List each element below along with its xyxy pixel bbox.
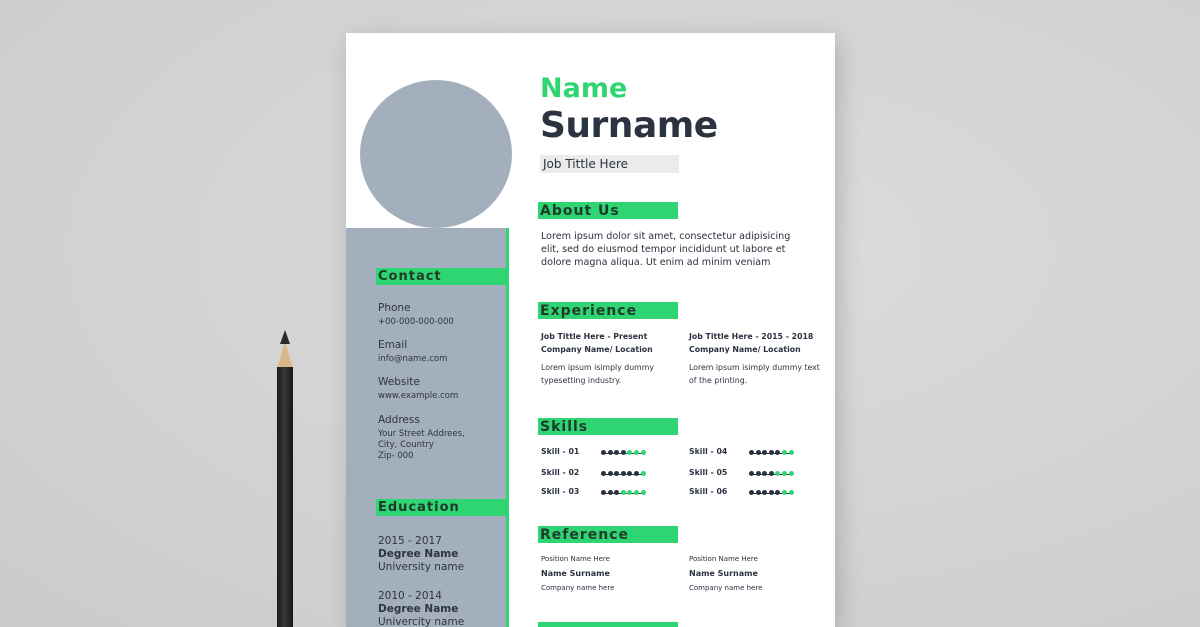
skill-dot-filled — [762, 471, 767, 476]
address-line: City, Country — [378, 440, 434, 450]
skill-dot-filled — [762, 450, 767, 455]
education-years: 2015 - 2017 — [378, 535, 442, 547]
skill-dot-filled — [601, 450, 606, 455]
contact-heading: Contact — [376, 268, 509, 285]
experience-title: Job Tittle Here - Present — [541, 332, 648, 341]
skill-dot-empty — [782, 490, 787, 495]
skill-rating — [749, 471, 795, 477]
education-degree: Degree Name — [378, 603, 459, 615]
website-value: www.example.com — [378, 391, 459, 401]
job-title: Job Tittle Here — [540, 155, 679, 173]
skill-dot-empty — [641, 450, 646, 455]
skill-dot-filled — [634, 471, 639, 476]
address-line: Your Street Addrees, — [378, 429, 465, 439]
skills-heading: Skills — [538, 418, 678, 435]
reference-name: Name Surname — [689, 569, 758, 578]
address-label: Address — [378, 414, 420, 426]
skill-label: Skill - 02 — [541, 468, 580, 477]
about-text: Lorem ipsum dolor sit amet, consectetur adipisicing elit, sed do eiusmod tempor incididunt ut labore et dolore magna aliqua. Ut enim ad minim veniam — [541, 231, 791, 268]
skill-dot-empty — [621, 490, 626, 495]
skill-dot-filled — [769, 450, 774, 455]
skill-rating — [749, 450, 795, 456]
skill-dot-filled — [608, 450, 613, 455]
skill-dot-filled — [601, 490, 606, 495]
skill-dot-empty — [634, 490, 639, 495]
pencil-icon — [276, 330, 294, 627]
skill-dot-filled — [601, 471, 606, 476]
skill-dot-empty — [627, 490, 632, 495]
skill-dot-filled — [621, 471, 626, 476]
address-line: Zip- 000 — [378, 451, 414, 461]
skill-dot-empty — [782, 450, 787, 455]
experience-title: Job Tittle Here - 2015 - 2018 — [689, 332, 814, 341]
skill-rating — [601, 471, 647, 477]
email-label: Email — [378, 339, 408, 351]
experience-company: Company Name/ Location — [541, 345, 653, 354]
resume-page — [346, 33, 835, 627]
skill-rating — [601, 450, 647, 456]
last-name: Surname — [540, 105, 718, 146]
reference-position: Position Name Here — [689, 555, 758, 563]
phone-value: +00-000-000-000 — [378, 317, 454, 327]
skill-dot-filled — [621, 450, 626, 455]
about-heading: About Us — [538, 202, 678, 219]
education-heading: Education — [376, 499, 509, 516]
skill-label: Skill - 01 — [541, 447, 580, 456]
email-value: info@name.com — [378, 354, 448, 364]
skill-rating — [601, 490, 647, 496]
website-label: Website — [378, 376, 420, 388]
skill-dot-filled — [769, 471, 774, 476]
skill-dot-filled — [756, 471, 761, 476]
skill-dot-filled — [614, 490, 619, 495]
skill-rating — [749, 490, 795, 496]
profile-photo-placeholder — [360, 80, 512, 228]
education-university: Univercity name — [378, 616, 465, 627]
skill-dot-filled — [749, 450, 754, 455]
skill-dot-filled — [762, 490, 767, 495]
reference-name: Name Surname — [541, 569, 610, 578]
education-degree: Degree Name — [378, 548, 459, 560]
skill-dot-filled — [775, 490, 780, 495]
skill-dot-empty — [789, 490, 794, 495]
skill-dot-filled — [749, 471, 754, 476]
skill-label: Skill - 06 — [689, 487, 728, 496]
skill-dot-filled — [627, 471, 632, 476]
skill-label: Skill - 05 — [689, 468, 728, 477]
reference-company: Company name here — [541, 584, 615, 592]
education-university: University name — [378, 561, 465, 573]
experience-description: Lorem ipsum isimply dummy typesetting industry. — [541, 363, 654, 385]
skill-dot-filled — [749, 490, 754, 495]
phone-label: Phone — [378, 302, 411, 314]
reference-heading: Reference — [538, 526, 678, 543]
skill-dot-filled — [614, 471, 619, 476]
skill-dot-filled — [608, 471, 613, 476]
skill-dot-filled — [756, 490, 761, 495]
skill-dot-empty — [641, 471, 646, 476]
first-name: Name — [540, 73, 628, 104]
next-section-heading — [538, 622, 678, 627]
skill-dot-filled — [608, 490, 613, 495]
skill-dot-empty — [627, 450, 632, 455]
reference-position: Position Name Here — [541, 555, 610, 563]
skill-dot-empty — [641, 490, 646, 495]
skill-dot-empty — [775, 471, 780, 476]
skill-label: Skill - 04 — [689, 447, 728, 456]
experience-company: Company Name/ Location — [689, 345, 801, 354]
skill-dot-filled — [769, 490, 774, 495]
skill-dot-empty — [634, 450, 639, 455]
skill-dot-empty — [789, 471, 794, 476]
experience-description: Lorem ipsum isimply dummy text of the printing. — [689, 363, 820, 385]
experience-heading: Experience — [538, 302, 678, 319]
skill-dot-filled — [775, 450, 780, 455]
skill-dot-empty — [782, 471, 787, 476]
reference-company: Company name here — [689, 584, 763, 592]
skill-dot-filled — [756, 450, 761, 455]
education-years: 2010 - 2014 — [378, 590, 442, 602]
skill-dot-empty — [789, 450, 794, 455]
skill-label: Skill - 03 — [541, 487, 580, 496]
skill-dot-filled — [614, 450, 619, 455]
